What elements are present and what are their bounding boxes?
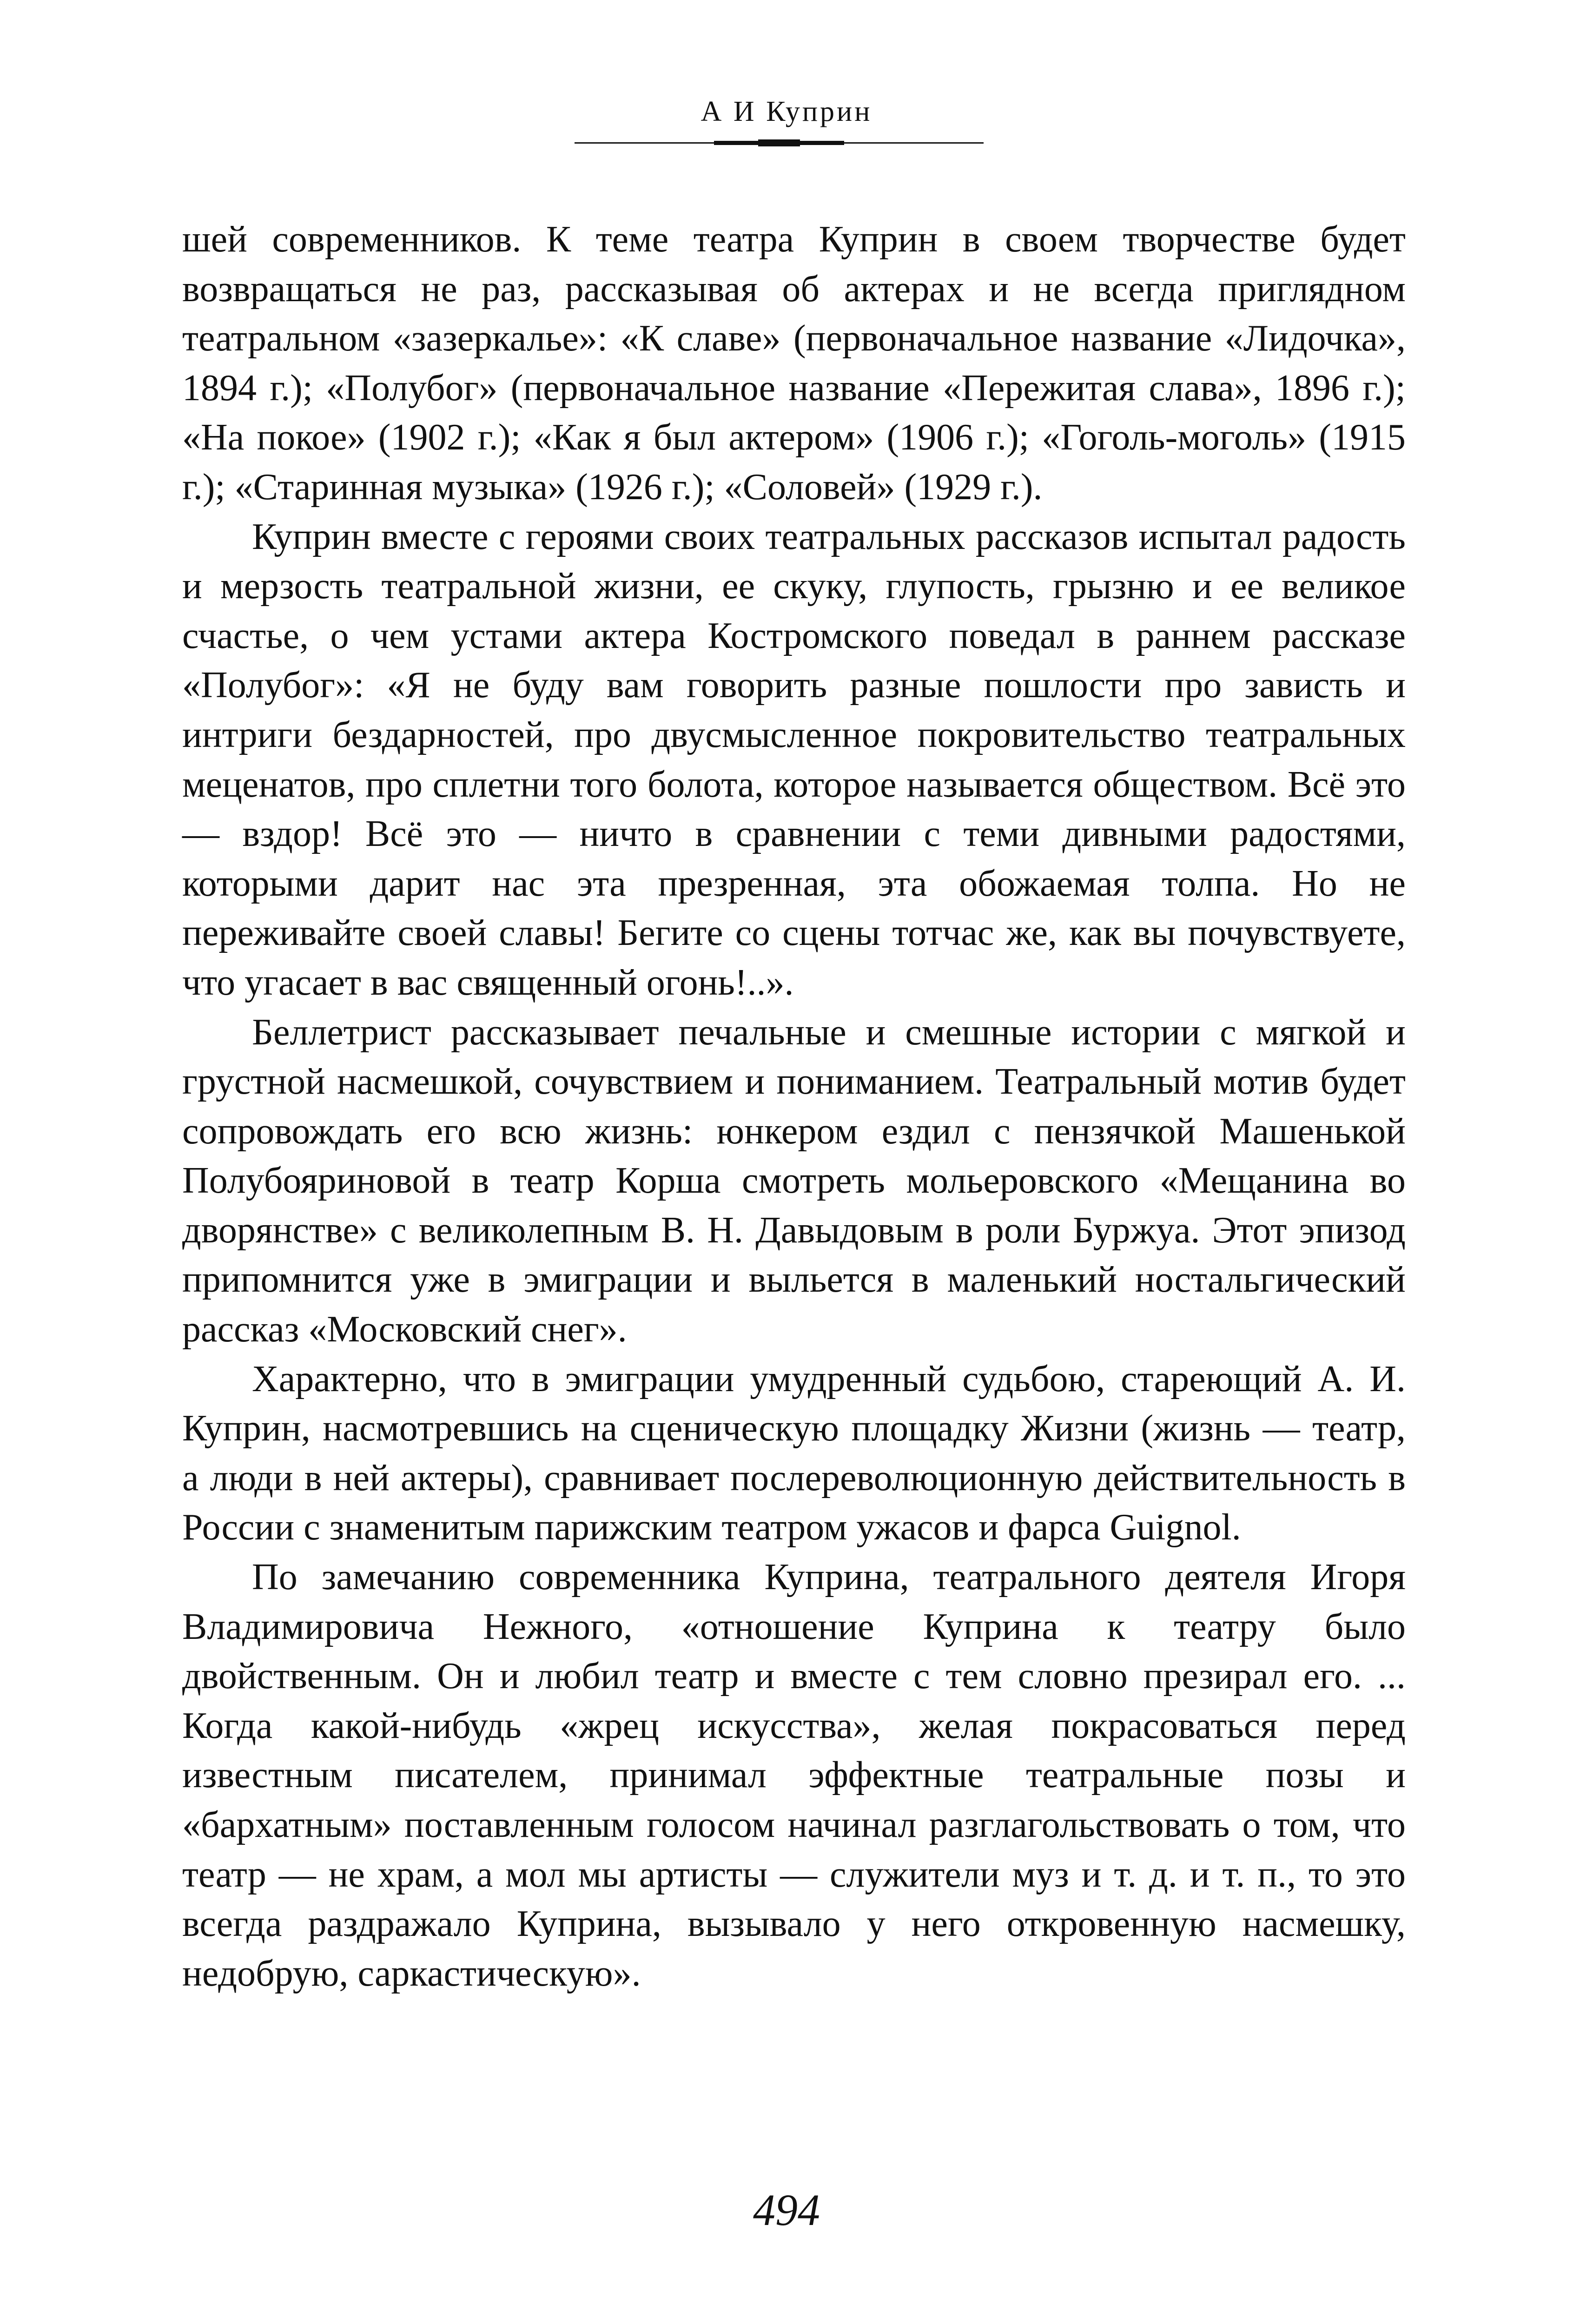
paragraph-1: шей современников. К теме театра Куприн в своем творчестве будет возвращаться не раз, рассказывая об актерах и не всегда приглядном театральном «зазеркалье»: «К славе» (первоначальное название «Лидочка», 1894 г.); «Полубог» (первоначальное название «Пережитая слава», 1896 г.); «На покое» (1902 г.); «Как я был актером» (1906 г.); «Гоголь-моголь» (1915 г.); «Старинная музыка» (1926 г.); «Соловей» (1929 г.). xyxy=(182,219,1406,508)
paragraph-2: Куприн вместе с героями своих театральных рассказов испытал радость и мерзость театральной жизни, ее скуку, глупость, грызню и ее великое счастье, о чем устами актера Костромского поведал в раннем рассказе «Полубог»: «Я не буду вам говорить разные пошлости про зависть и интриги бездарностей, про двусмысленное покровительство театральных меценатов, про сплетни того болота, которое называется обществом. Всё это — вздор! Всё это — ничто в сравнении с теми дивными радостями, которыми дарит нас эта презренная, эта обожаемая толпа. Но не переживайте своей славы! Бегите со сцены тотчас же, как вы почувствуете, что угасает в вас священный огонь!..». xyxy=(182,516,1406,1003)
body-text xyxy=(182,215,1406,1998)
page-number: 494 xyxy=(753,2185,820,2235)
header-ornament-rule xyxy=(575,139,984,148)
paragraph-4: Характерно, что в эмиграции умудренный судьбою, стареющий А. И. Куприн, насмотревшись на сценическую площадку Жизни (жизнь — театр, а люди в ней актеры), сравнивает послереволюционную действительность в России с знаменитым парижским театром ужасов и фарса Guignol. xyxy=(182,1358,1406,1548)
paragraph-5: По замечанию современника Куприна, театрального деятеля Игоря Владимировича Нежного, «отношение Куприна к театру было двойственным. Он и любил театр и вместе с тем словно презирал его. ... Когда какой-нибудь «жрец искусства», желая покрасоваться перед известным писателем, принимал эффектные театральные позы и «бархатным» поставленным голосом начинал разглагольствовать о том, что театр — не храм, а мол мы артисты — служители муз и т. д. и т. п., то это всегда раздражало Куприна, вызывало у него откровенную насмешку, недобрую, саркастическую». xyxy=(182,1557,1406,1994)
running-head-title: А И Куприн xyxy=(701,96,872,127)
paragraph-3: Беллетрист рассказывает печальные и смешные истории с мягкой и грустной насмешкой, сочувствием и пониманием. Театральный мотив будет сопровождать его всю жизнь: юнкером ездил с пензячкой Машенькой Полубояриновой в театр Корша смотреть мольеровского «Мещанина во дворянстве» с великолепным В. Н. Давыдовым в роли Буржуа. Этот эпизод припомнится уже в эмиграции и выльется в маленький ностальгический рассказ «Московский снег». xyxy=(182,1011,1406,1350)
